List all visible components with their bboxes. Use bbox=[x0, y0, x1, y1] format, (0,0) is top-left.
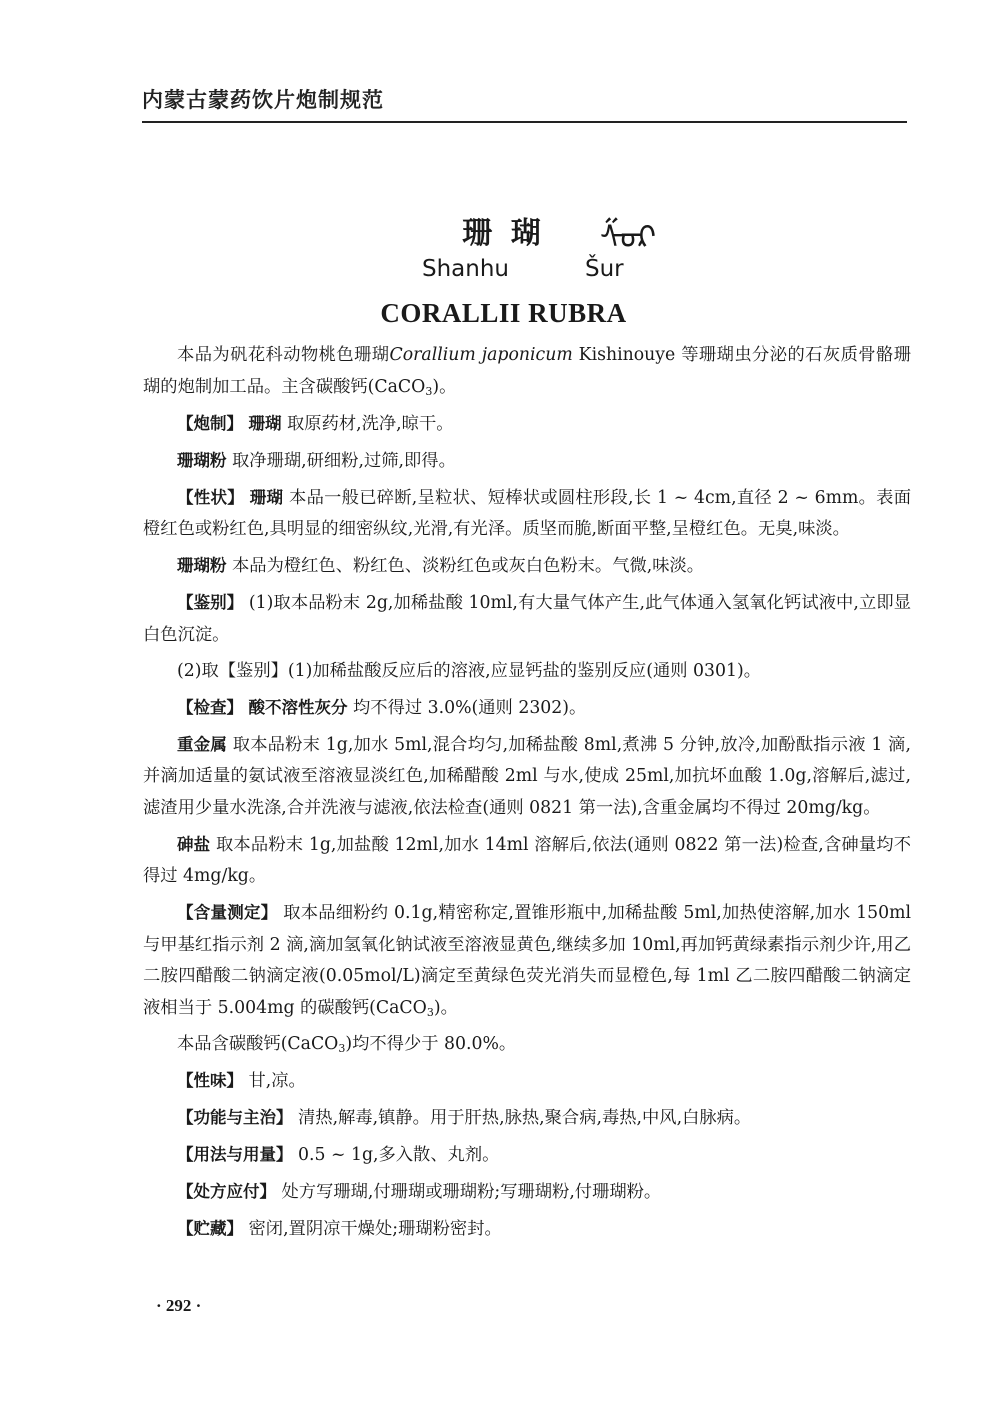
section-label: 【检查】 bbox=[177, 697, 243, 717]
section-label: 【炮制】 bbox=[177, 413, 243, 433]
properties-powder: 珊瑚粉 本品为橙红色、粉红色、淡粉红色或灰白色粉末。气微,味淡。 bbox=[177, 556, 705, 576]
assay-requirement: 本品含碳酸钙(CaCO$_3$)均不得少于 80.0%。 bbox=[177, 1033, 517, 1055]
storage-section: 【贮藏】 密闭,置阴凉干燥处;珊瑚粉密封。 bbox=[177, 1218, 502, 1239]
subitem-label: 砷盐 bbox=[177, 834, 211, 854]
title-mongolian-latin: Šur bbox=[585, 256, 624, 282]
page-number: · 292 · bbox=[156, 1296, 202, 1315]
subitem-label: 珊瑚 bbox=[248, 413, 282, 433]
identification-section: 【鉴别】 (1)取本品粉末 2g,加稀盐酸 10ml,有大量气体产生,此气体通入氢氧化钙试液中,立即显白色沉淀。 bbox=[143, 593, 911, 645]
monograph-body bbox=[143, 340, 911, 1250]
monograph-title bbox=[0, 208, 1007, 256]
running-header: 内蒙古蒙药饮片炮制规范 bbox=[142, 88, 384, 112]
section-label: 【处方应付】 bbox=[177, 1181, 276, 1201]
section-label: 【用法与用量】 bbox=[177, 1144, 293, 1164]
inspection-arsenic: 砷盐 取本品粉末 1g,加盐酸 12ml,加水 14ml 溶解后,依法(通则 0822 第一法)检查,含砷量均不得过 4mg/kg。 bbox=[143, 834, 911, 886]
subitem-label: 酸不溶性灰分 bbox=[248, 697, 348, 717]
processing-section: 【炮制】 珊瑚 取原药材,洗净,晾干。 bbox=[177, 413, 454, 434]
subitem-label: 珊瑚粉 bbox=[177, 450, 227, 470]
intro-paragraph: 本品为矾花科动物桃色珊瑚Corallium japonicum Kishinouye 等珊瑚虫分泌的石灰质骨骼珊瑚的炮制加工品。主含碳酸钙(CaCO$_3$)。 bbox=[143, 345, 911, 398]
section-label: 【性味】 bbox=[177, 1070, 243, 1090]
section-label: 【含量测定】 bbox=[177, 903, 278, 922]
title-chinese: 珊 瑚 bbox=[462, 216, 545, 251]
title-mongolian-script: ᠱᠤᠷ bbox=[600, 218, 657, 256]
section-label: 【贮藏】 bbox=[177, 1218, 243, 1238]
usage-section: 【用法与用量】 0.5 ~ 1g,多入散、丸剂。 bbox=[177, 1144, 500, 1165]
inspection-section: 【检查】 酸不溶性灰分 均不得过 3.0%(通则 2302)。 bbox=[177, 697, 587, 718]
section-label: 【鉴别】 bbox=[177, 593, 244, 612]
subitem-label: 珊瑚粉 bbox=[177, 556, 227, 575]
assay-section: 【含量测定】 取本品细粉约 0.1g,精密称定,置锥形瓶中,加稀盐酸 5ml,加热使溶解,加水 150ml 与甲基红指示剂 2 滴,滴加氢氧化钠试液至溶液显黄色,继续多加 10ml,再加钙黄绿素指示剂少许,用乙二胺四醋酸二钠滴定液(0.05mol/L)滴定至黄绿色荧光消失而显橙色,每 1ml 乙二胺四醋酸二钠滴定液相当于 5.004mg 的碳酸钙(CaCO$_3$)。 bbox=[143, 903, 911, 1019]
inspection-heavy-metals: 重金属 取本品粉末 1g,加水 5ml,混合均匀,加稀盐酸 8ml,煮沸 5 分钟,放冷,加酚酞指示液 1 滴,并滴加适量的氨试液至溶液显淡红色,加稀醋酸 2ml 与水,使成 25ml,加抗坏血酸 1.0g,溶解后,滤过,滤渣用少量水洗涤,合并洗液与滤液,依法检查(通则 0821 第一法),含重金属均不得过 20mg/kg。 bbox=[143, 734, 911, 818]
nature-section: 【性味】 甘,凉。 bbox=[177, 1070, 306, 1091]
section-label: 【性状】 bbox=[177, 487, 245, 507]
functions-section: 【功能与主治】 清热,解毒,镇静。用于肝热,脉热,聚合病,毒热,中风,白脉病。 bbox=[177, 1107, 752, 1128]
subitem-label: 重金属 bbox=[177, 734, 228, 754]
title-latin: CORALLII RUBRA bbox=[380, 298, 627, 328]
section-label: 【功能与主治】 bbox=[177, 1107, 293, 1127]
subitem-label: 珊瑚 bbox=[249, 487, 284, 507]
properties-section: 【性状】 珊瑚 本品一般已碎断,呈粒状、短棒状或圆柱形段,长 1 ~ 4cm,直径 2 ~ 6mm。表面橙红色或粉红色,具明显的细密纵纹,光滑,有光泽。质坚而脆,断面平整,呈橙红色。无臭,味淡。 bbox=[143, 487, 911, 539]
species-name: Corallium japonicum bbox=[389, 345, 573, 365]
header-rule bbox=[142, 121, 907, 123]
identification-item-2: (2)取【鉴别】(1)加稀盐酸反应后的溶液,应显钙盐的鉴别反应(通则 0301)。 bbox=[177, 660, 762, 681]
title-pinyin: Shanhu bbox=[422, 256, 510, 282]
prescription-section: 【处方应付】 处方写珊瑚,付珊瑚或珊瑚粉;写珊瑚粉,付珊瑚粉。 bbox=[177, 1181, 662, 1202]
processing-powder: 珊瑚粉 取净珊瑚,研细粉,过筛,即得。 bbox=[177, 450, 456, 471]
